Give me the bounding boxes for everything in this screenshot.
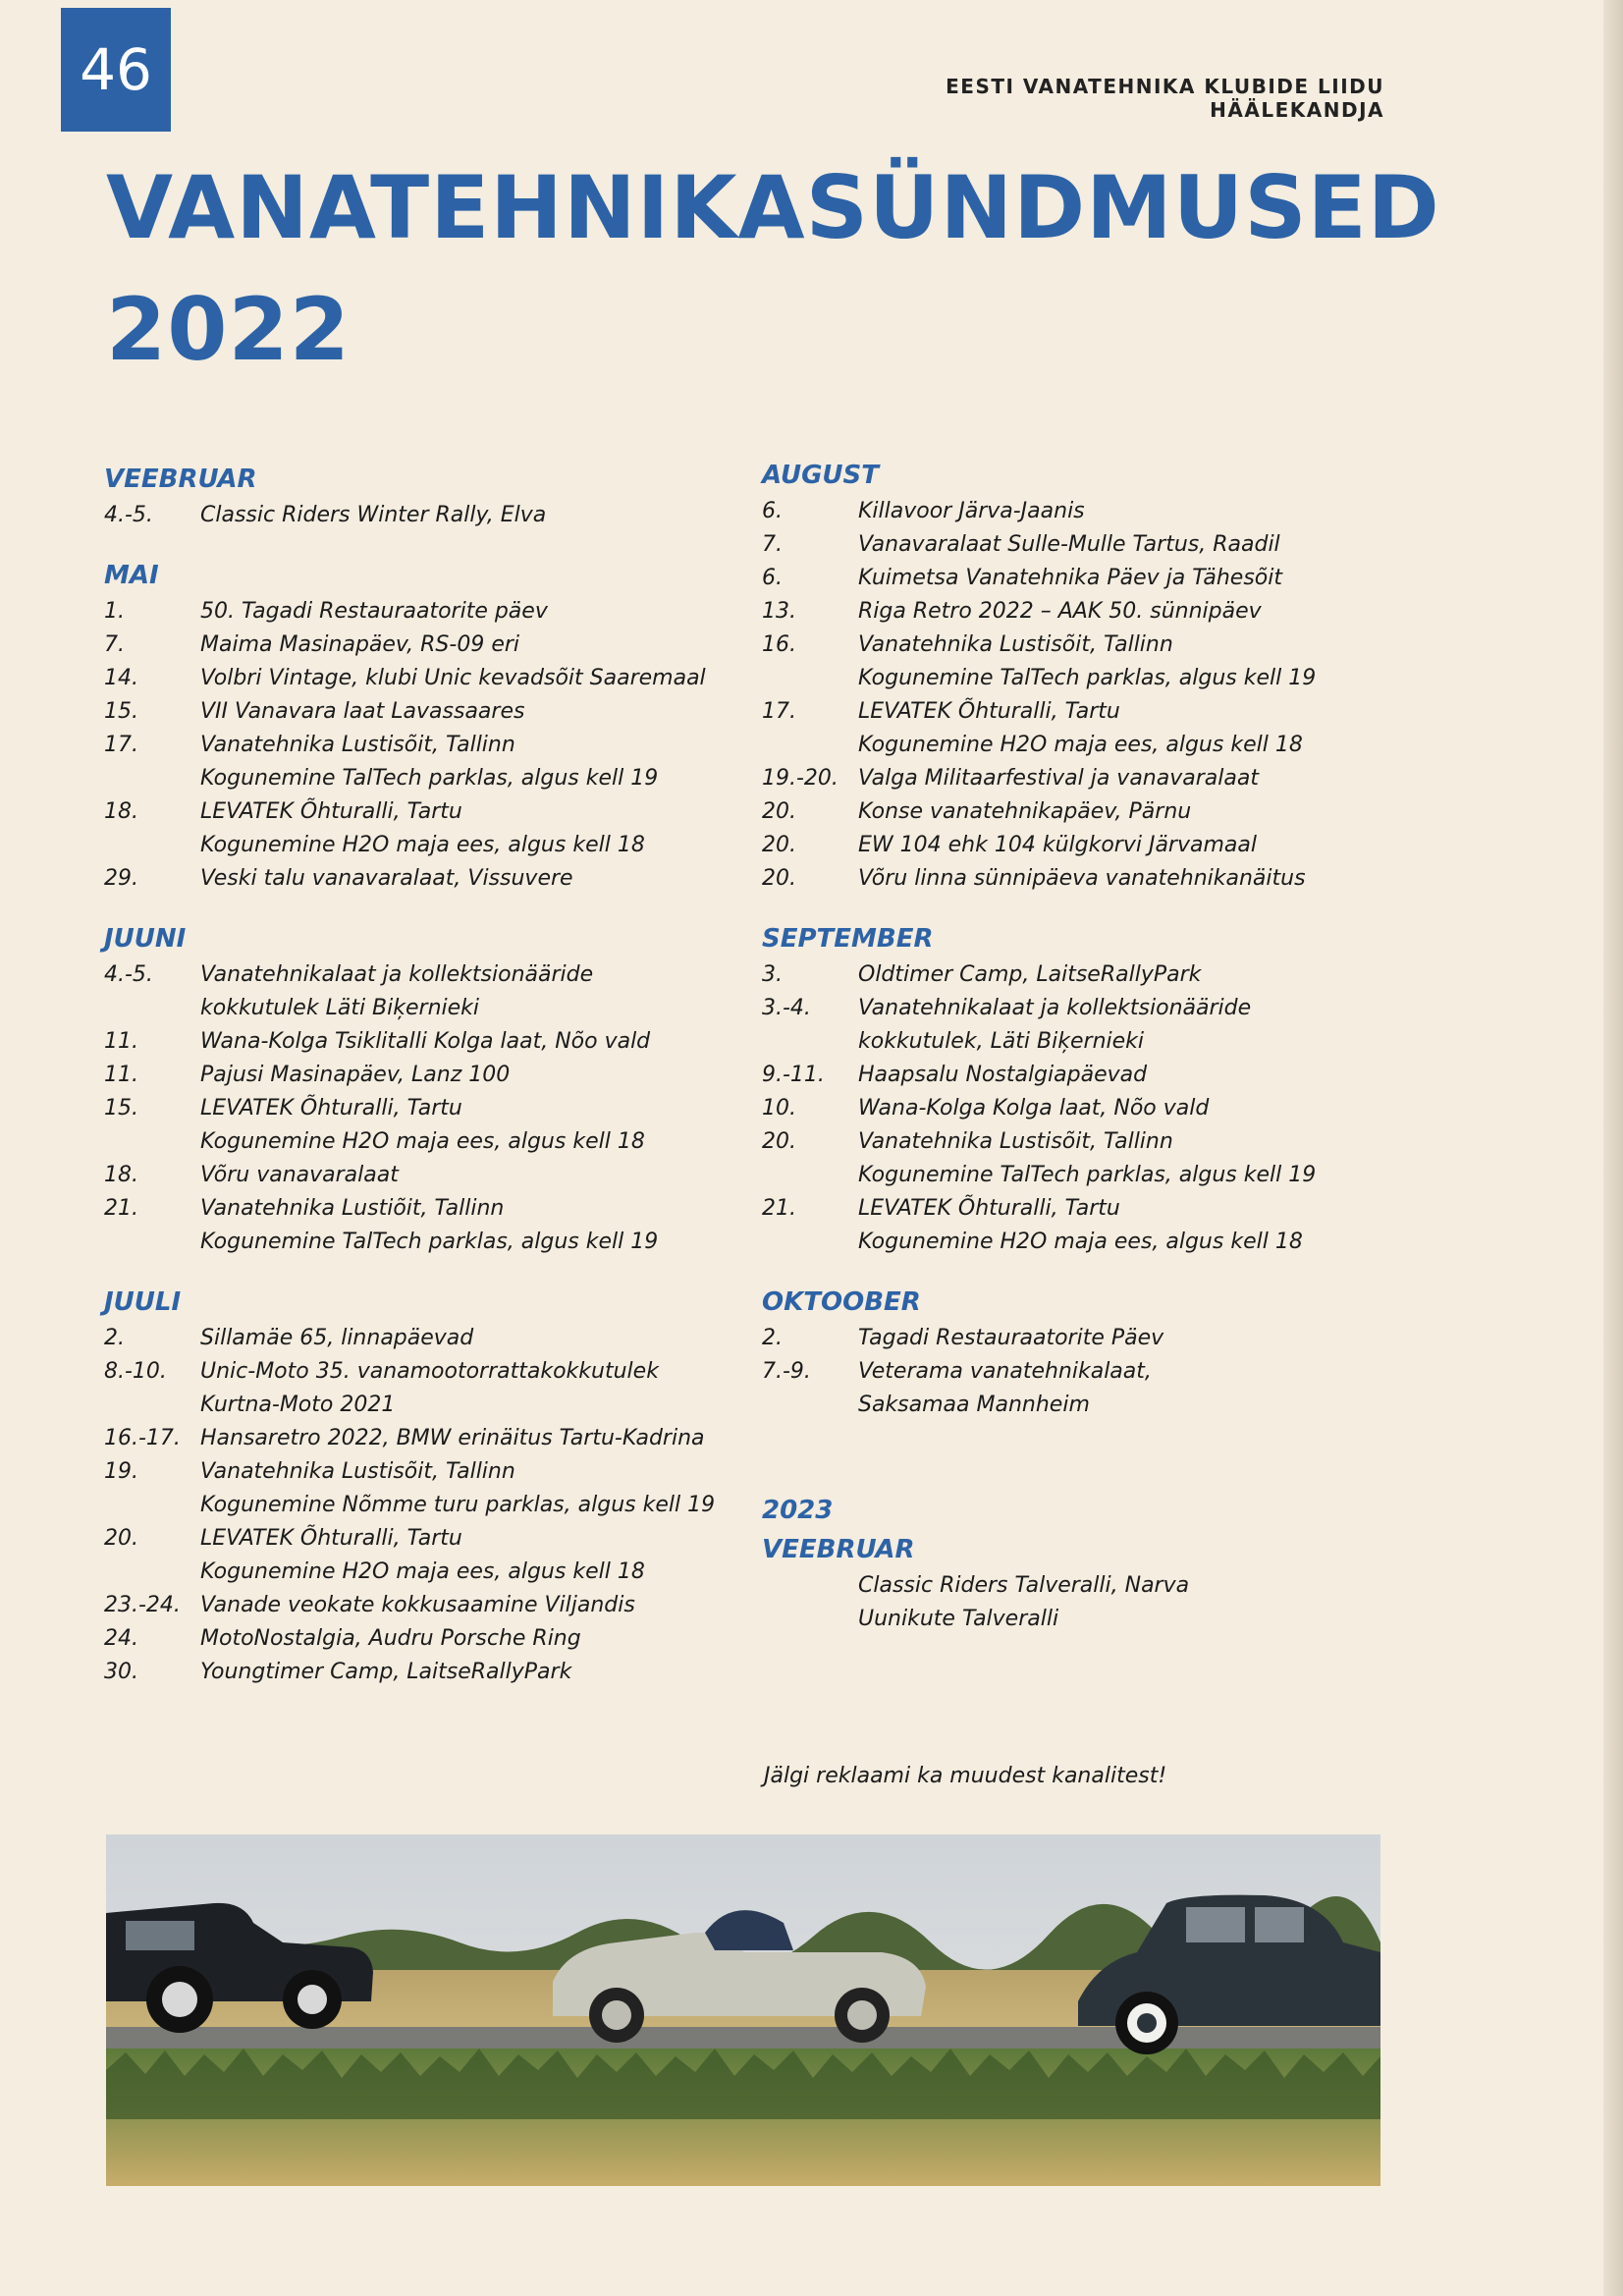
- event-date: 29.: [104, 866, 138, 891]
- event-date: 19.: [104, 1459, 138, 1484]
- event-date: 9.-11.: [762, 1063, 825, 1087]
- event-row: [104, 958, 742, 992]
- event-description: MotoNostalgia, Audru Porsche Ring: [200, 1626, 581, 1651]
- event-row: [762, 1025, 1390, 1059]
- event-description: Vanatehnika Lustisõit, Tallinn: [858, 1129, 1173, 1154]
- event-date: [104, 762, 200, 795]
- month-heading: VEEBRUAR: [104, 465, 257, 494]
- event-description: Valga Militaarfestival ja vanavaralaat: [858, 766, 1259, 791]
- event-description: Sillamäe 65, linnapäevad: [200, 1326, 474, 1350]
- events-column-left: [104, 460, 742, 1713]
- month-heading: MAI: [104, 561, 159, 590]
- event-description: kokkutulek Läti Biķernieki: [200, 996, 480, 1020]
- event-date: 2.: [104, 1326, 125, 1350]
- event-date: 18.: [104, 1163, 138, 1187]
- event-description: Kogunemine H2O maja ees, algus kell 18: [858, 733, 1303, 757]
- event-description: Riga Retro 2022 – AAK 50. sünnipäev: [858, 599, 1262, 624]
- event-date: 14.: [104, 666, 138, 690]
- event-date: [762, 729, 858, 762]
- month-block: [762, 919, 1390, 1259]
- page-edge: [1603, 0, 1623, 2296]
- event-description: LEVATEK Õhturalli, Tartu: [858, 699, 1120, 724]
- event-description: Tagadi Restauraatorite Päev: [858, 1326, 1164, 1350]
- event-date: 1.: [104, 599, 125, 624]
- event-description: Kuimetsa Vanatehnika Päev ja Tähesõit: [858, 566, 1282, 590]
- events-column-right: [762, 456, 1390, 1660]
- month-block: [104, 460, 742, 532]
- event-description: kokkutulek, Läti Biķernieki: [858, 1029, 1145, 1054]
- event-row: [104, 795, 742, 829]
- event-date: 21.: [104, 1196, 138, 1221]
- event-date: 17.: [762, 699, 796, 724]
- event-date: 20.: [104, 1526, 138, 1551]
- event-description: Kurtna-Moto 2021: [200, 1393, 396, 1417]
- event-date: 7.-9.: [762, 1359, 811, 1384]
- event-description: EW 104 ehk 104 külgkorvi Järvamaal: [858, 833, 1257, 857]
- event-date: [104, 1389, 200, 1422]
- event-row: [762, 562, 1390, 595]
- month-heading: AUGUST: [762, 461, 879, 490]
- event-description: Hansaretro 2022, BMW erinäitus Tartu-Kadrina: [200, 1426, 705, 1450]
- event-date: 13.: [762, 599, 796, 624]
- event-row: [104, 595, 742, 629]
- event-row: [762, 1125, 1390, 1159]
- event-row: [104, 1422, 742, 1455]
- event-date: 3.: [762, 962, 783, 987]
- event-date: 2.: [762, 1326, 783, 1350]
- event-row: [104, 1489, 742, 1522]
- year-heading: 2023: [762, 1496, 834, 1525]
- event-row: [762, 595, 1390, 629]
- event-description: Vanavaralaat Sulle-Mulle Tartus, Raadil: [858, 532, 1280, 557]
- event-date: 30.: [104, 1660, 138, 1684]
- event-date: 16.-17.: [104, 1426, 181, 1450]
- event-description: Classic Riders Winter Rally, Elva: [200, 503, 547, 527]
- event-date: 4.-5.: [104, 962, 153, 987]
- event-row: [104, 629, 742, 662]
- event-date: [104, 1489, 200, 1522]
- event-date: 18.: [104, 799, 138, 824]
- event-description: 50. Tagadi Restauraatorite päev: [200, 599, 548, 624]
- event-row: [104, 829, 742, 862]
- event-description: Oldtimer Camp, LaitseRallyPark: [858, 962, 1202, 987]
- event-date: 19.-20.: [762, 766, 839, 791]
- event-date: [104, 1125, 200, 1159]
- event-description: Kogunemine TalTech parklas, algus kell 19: [858, 666, 1317, 690]
- event-row: [762, 795, 1390, 829]
- event-row: [762, 629, 1390, 662]
- event-row: [762, 829, 1390, 862]
- event-description: Volbri Vintage, klubi Unic kevadsõit Saaremaal: [200, 666, 706, 690]
- event-description: Wana-Kolga Tsiklitalli Kolga laat, Nõo vald: [200, 1029, 651, 1054]
- event-date: 20.: [762, 799, 796, 824]
- event-date: 23.-24.: [104, 1593, 181, 1617]
- event-description: VII Vanavara laat Lavassaares: [200, 699, 525, 724]
- event-row: [104, 1025, 742, 1059]
- event-row: [762, 1192, 1390, 1226]
- event-date: [762, 1025, 858, 1059]
- event-description: Kogunemine Nõmme turu parklas, algus kell 19: [200, 1493, 716, 1517]
- event-row: [762, 528, 1390, 562]
- event-row: [104, 762, 742, 795]
- event-date: [762, 1603, 858, 1636]
- month-block: [762, 1491, 1390, 1636]
- event-row: [762, 862, 1390, 896]
- event-row: [762, 662, 1390, 695]
- event-date: [762, 662, 858, 695]
- event-row: [104, 1159, 742, 1192]
- event-date: 20.: [762, 866, 796, 891]
- event-description: Wana-Kolga Kolga laat, Nõo vald: [858, 1096, 1210, 1121]
- event-row: [104, 992, 742, 1025]
- event-row: [104, 1226, 742, 1259]
- event-date: 3.-4.: [762, 996, 811, 1020]
- event-row: [762, 1159, 1390, 1192]
- event-description: Haapsalu Nostalgiapäevad: [858, 1063, 1148, 1087]
- event-description: Kogunemine TalTech parklas, algus kell 19: [858, 1163, 1317, 1187]
- title-line-1: VANATEHNIKASÜNDMUSED: [106, 157, 1440, 258]
- event-date: 20.: [762, 833, 796, 857]
- event-row: [762, 762, 1390, 795]
- event-date: [104, 829, 200, 862]
- event-row: [104, 1192, 742, 1226]
- event-description: Vanatehnikalaat ja kollektsionääride: [200, 962, 594, 987]
- month-block: [104, 919, 742, 1259]
- event-row: [104, 1355, 742, 1389]
- event-row: [762, 695, 1390, 729]
- event-description: Kogunemine H2O maja ees, algus kell 18: [200, 833, 645, 857]
- month-heading: JUULI: [104, 1287, 182, 1317]
- event-row: [762, 1569, 1390, 1603]
- event-row: [104, 662, 742, 695]
- header-tagline: EESTI VANATEHNIKA KLUBIDE LIIDU HÄÄLEKANDJA: [946, 75, 1384, 122]
- event-row: [762, 729, 1390, 762]
- event-row: [104, 1125, 742, 1159]
- event-description: Vanatehnika Lustisõit, Tallinn: [200, 1459, 515, 1484]
- event-date: 15.: [104, 1096, 138, 1121]
- event-row: [104, 1522, 742, 1556]
- event-date: [104, 1556, 200, 1589]
- event-description: Võru vanavaralaat: [200, 1163, 399, 1187]
- event-row: [762, 1603, 1390, 1636]
- event-date: 10.: [762, 1096, 796, 1121]
- event-date: 16.: [762, 632, 796, 657]
- event-description: Kogunemine TalTech parklas, algus kell 19: [200, 766, 659, 791]
- event-description: LEVATEK Õhturalli, Tartu: [200, 1096, 462, 1121]
- event-date: [104, 1226, 200, 1259]
- event-description: Kogunemine TalTech parklas, algus kell 19: [200, 1230, 659, 1254]
- event-description: Konse vanatehnikapäev, Pärnu: [858, 799, 1192, 824]
- event-date: [762, 1569, 858, 1603]
- event-row: [762, 1059, 1390, 1092]
- event-description: Veski talu vanavaralaat, Vissuvere: [200, 866, 573, 891]
- month-block: [104, 1283, 742, 1689]
- event-row: [104, 695, 742, 729]
- month-heading: VEEBRUAR: [762, 1535, 915, 1564]
- event-row: [104, 499, 742, 532]
- event-description: Vanade veokate kokkusaamine Viljandis: [200, 1593, 635, 1617]
- event-row: [104, 1389, 742, 1422]
- title-line-2: 2022: [106, 279, 351, 380]
- event-date: 4.-5.: [104, 503, 153, 527]
- event-date: 17.: [104, 733, 138, 757]
- event-row: [762, 1355, 1390, 1389]
- event-description: Võru linna sünnipäeva vanatehnikanäitus: [858, 866, 1306, 891]
- event-row: [762, 495, 1390, 528]
- event-date: [762, 1389, 858, 1422]
- event-description: LEVATEK Õhturalli, Tartu: [200, 799, 462, 824]
- event-description: Unic-Moto 35. vanamootorrattakokkutulek: [200, 1359, 659, 1384]
- event-date: 15.: [104, 699, 138, 724]
- event-date: 21.: [762, 1196, 796, 1221]
- event-row: [104, 1322, 742, 1355]
- month-block: [762, 456, 1390, 896]
- event-description: Vanatehnika Lustiõit, Tallinn: [200, 1196, 505, 1221]
- month-heading: OKTOOBER: [762, 1287, 921, 1317]
- month-block: [104, 556, 742, 896]
- event-row: [762, 1226, 1390, 1259]
- footer-note: Jälgi reklaami ka muudest kanalitest!: [764, 1764, 1167, 1788]
- event-description: Youngtimer Camp, LaitseRallyPark: [200, 1660, 572, 1684]
- event-description: LEVATEK Õhturalli, Tartu: [858, 1196, 1120, 1221]
- month-heading: SEPTEMBER: [762, 924, 934, 954]
- event-date: 7.: [104, 632, 125, 657]
- event-date: 7.: [762, 532, 783, 557]
- event-date: 8.-10.: [104, 1359, 167, 1384]
- event-row: [104, 729, 742, 762]
- event-description: Vanatehnika Lustisõit, Tallinn: [858, 632, 1173, 657]
- event-row: [762, 1389, 1390, 1422]
- event-description: Saksamaa Mannheim: [858, 1393, 1090, 1417]
- event-row: [104, 1622, 742, 1656]
- month-block: [762, 1283, 1390, 1422]
- event-row: [104, 1656, 742, 1689]
- event-row: [104, 1059, 742, 1092]
- event-row: [104, 1092, 742, 1125]
- month-heading: JUUNI: [104, 924, 187, 954]
- event-description: Maima Masinapäev, RS-09 eri: [200, 632, 520, 657]
- event-date: [762, 1159, 858, 1192]
- event-description: Vanatehnikalaat ja kollektsionääride: [858, 996, 1252, 1020]
- event-row: [762, 1092, 1390, 1125]
- event-row: [762, 992, 1390, 1025]
- event-date: [762, 1226, 858, 1259]
- event-date: 24.: [104, 1626, 138, 1651]
- event-description: Uunikute Talveralli: [858, 1607, 1059, 1631]
- event-date: 20.: [762, 1129, 796, 1154]
- event-description: Vanatehnika Lustisõit, Tallinn: [200, 733, 515, 757]
- vintage-cars-photo: [106, 1834, 1380, 2186]
- event-date: [104, 992, 200, 1025]
- event-row: [104, 1556, 742, 1589]
- event-description: Kogunemine H2O maja ees, algus kell 18: [858, 1230, 1303, 1254]
- page-title: [106, 147, 1440, 391]
- event-description: Veterama vanatehnikalaat,: [858, 1359, 1152, 1384]
- event-date: 6.: [762, 566, 783, 590]
- event-row: [762, 958, 1390, 992]
- event-description: LEVATEK Õhturalli, Tartu: [200, 1526, 462, 1551]
- event-description: Kogunemine H2O maja ees, algus kell 18: [200, 1559, 645, 1584]
- event-row: [762, 1322, 1390, 1355]
- event-date: 6.: [762, 499, 783, 523]
- event-description: Classic Riders Talveralli, Narva: [858, 1573, 1190, 1598]
- event-description: Pajusi Masinapäev, Lanz 100: [200, 1063, 511, 1087]
- event-description: Killavoor Järva-Jaanis: [858, 499, 1085, 523]
- page-number: 46: [61, 8, 171, 132]
- event-row: [104, 1589, 742, 1622]
- event-date: 11.: [104, 1029, 138, 1054]
- event-row: [104, 862, 742, 896]
- event-date: 11.: [104, 1063, 138, 1087]
- event-row: [104, 1455, 742, 1489]
- event-description: Kogunemine H2O maja ees, algus kell 18: [200, 1129, 645, 1154]
